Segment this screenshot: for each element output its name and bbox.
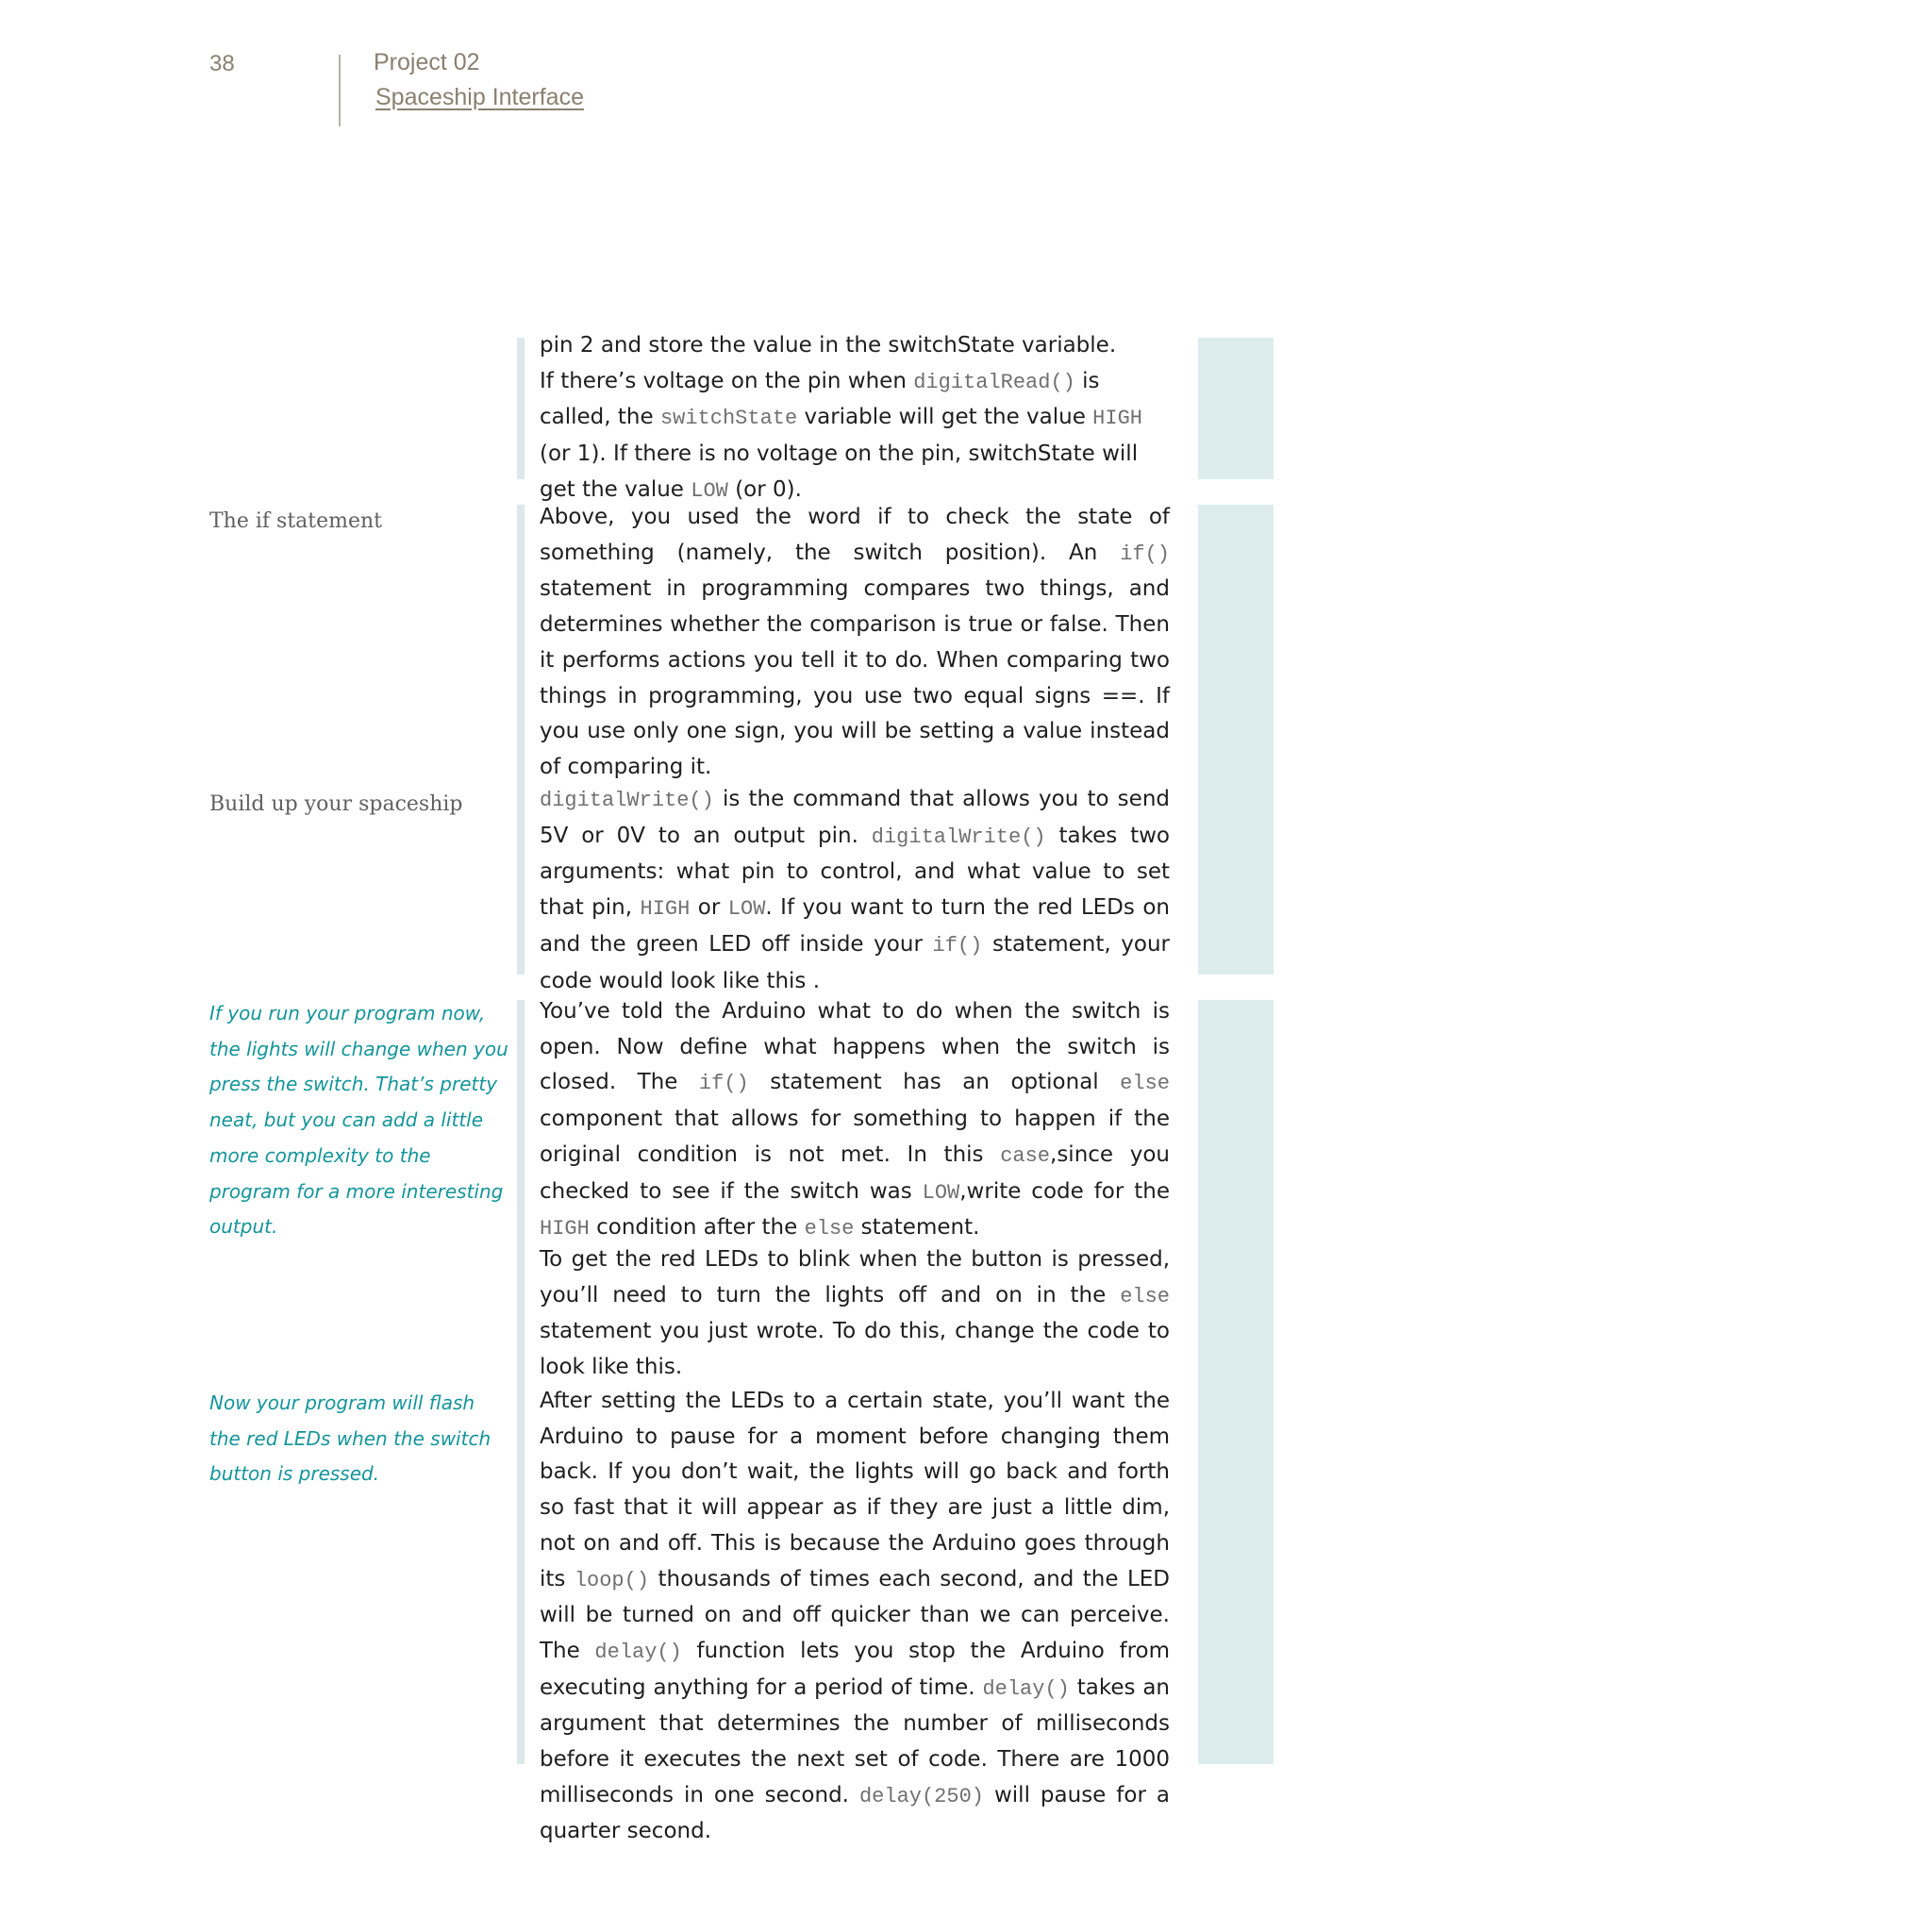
project-subtitle-link[interactable]: Spaceship Interface: [375, 84, 584, 110]
code-else: else: [1120, 1072, 1170, 1096]
text-run: Above, you used the word if to check the state of something (namely, the switch position). An: [540, 505, 1170, 565]
sidebar-heading-build-spaceship: Build up your spaceship: [209, 792, 463, 816]
text-run: ,write code for the: [959, 1178, 1170, 1204]
text-run: You’ve told the Arduino what to do when the switch is open. Now define what happens when the switch is closed. The: [540, 999, 1170, 1095]
text-run: variable will get the value: [797, 405, 1093, 430]
text-run: is the command that allows you to send 5V or 0V to an output pin.: [540, 787, 1170, 848]
page-number: 38: [209, 51, 235, 76]
sidebar-note-run-program: If you run your program now, the lights will change when you press the switch. That’s pretty neat, but you can add a little more complexity to the program for a more interesting output.: [209, 1002, 508, 1239]
code-if: if(): [698, 1072, 749, 1096]
text-run: (or 1). If there is no voltage on the pin, switchState will get the value: [540, 441, 1139, 502]
paragraph-else: [540, 994, 1170, 1247]
code-digitalwrite: digitalWrite(): [871, 824, 1046, 849]
code-low: LOW: [691, 478, 728, 503]
text-run: statement has an optional: [748, 1070, 1121, 1095]
text-run: thousands of times each second, and the LED will be turned on and off quicker than we can perceive. The: [540, 1566, 1170, 1663]
text-run: condition after the: [589, 1215, 805, 1241]
text-run: takes an argument that determines the number of milliseconds before it executes the next set of code. There are 1000 milliseconds in one second.: [540, 1674, 1170, 1807]
code-else: else: [1120, 1284, 1170, 1308]
text-run: If there’s voltage on the pin when: [540, 368, 914, 393]
text-block-bar-3: [517, 1000, 525, 1764]
side-panel-1: [1198, 338, 1274, 479]
code-high: HIGH: [1092, 407, 1142, 431]
text-run: function lets you stop the Arduino from executing anything for a period of time.: [540, 1638, 1170, 1700]
code-delay: delay(): [594, 1640, 682, 1664]
text-block-bar-1: [517, 338, 525, 479]
code-low: LOW: [922, 1180, 960, 1205]
text-run: To get the red LEDs to blink when the button is pressed, you’ll need to turn the lights off and on in the: [540, 1247, 1170, 1307]
code-digitalwrite: digitalWrite(): [540, 789, 714, 812]
code-delay-250: delay(250): [858, 1784, 984, 1808]
text-run: component that allows for something to happen if the original condition is not met. In this: [540, 1107, 1170, 1167]
text-run: statement in programming compares two things, and determines whether the comparison is true or false. Then it performs actions you tell it to do. When comparing two things in programming, you use two equal signs ==. If you use only one sign, you will be setting a value instead of comparing it.: [540, 576, 1170, 779]
text-run: ,since you checked to see if the switch was: [540, 1141, 1170, 1204]
code-if: if(): [1120, 541, 1170, 566]
code-low: LOW: [727, 897, 766, 922]
side-panel-2: [1198, 505, 1274, 974]
sidebar-note-flash-leds: Now your program will flash the red LEDs when the switch button is pressed.: [209, 1391, 491, 1486]
text-run: or: [690, 895, 728, 921]
code-delay: delay(): [982, 1676, 1070, 1701]
code-case: case: [1000, 1143, 1051, 1168]
code-high: HIGH: [540, 1217, 590, 1241]
header-divider: [339, 55, 341, 126]
paragraph-line: pin 2 and store the value in the switchState variable.: [540, 333, 1117, 358]
sidebar-heading-if-statement: The if statement: [209, 509, 383, 533]
text-run: statement you just wrote. To do this, change the code to look like this.: [540, 1319, 1170, 1380]
code-else: else: [804, 1217, 855, 1241]
text-run: is called, the: [540, 368, 1100, 430]
text-run: After setting the LEDs to a certain state, you’ll want the Arduino to pause for a moment before changing them back. If you don’t wait, the lights will go back and forth so fast that it will appear as if they are just a little dim, not on and off. This is because the Arduino goes through its: [540, 1389, 1170, 1591]
code-if: if(): [932, 933, 983, 958]
paragraph-blink: [540, 1242, 1170, 1386]
text-block-bar-2: [517, 505, 525, 974]
paragraph-if-statement: [540, 500, 1170, 786]
text-run: statement, your code would look like this .: [540, 931, 1170, 993]
text-run: (or 0).: [727, 476, 802, 502]
code-high: HIGH: [640, 897, 691, 922]
text-run: . If you want to turn the red LEDs on and the green LED off inside your: [540, 895, 1170, 957]
text-run: statement.: [854, 1215, 980, 1241]
paragraph-digitalwrite: [540, 782, 1170, 999]
code-digitalread: digitalRead(): [913, 370, 1075, 394]
side-panel-3: [1198, 1000, 1274, 1764]
code-switchstate: switchState: [659, 407, 798, 431]
text-run: will pause for a quarter second.: [540, 1782, 1170, 1844]
code-loop: loop(): [574, 1568, 650, 1592]
paragraph-digitalread: [540, 364, 1170, 509]
paragraph-delay: [540, 1384, 1170, 1850]
paragraph-switchstate: [540, 328, 1170, 509]
project-title: Project 02: [374, 49, 480, 75]
text-run: takes two arguments: what pin to control, and what value to set that pin,: [540, 823, 1170, 921]
